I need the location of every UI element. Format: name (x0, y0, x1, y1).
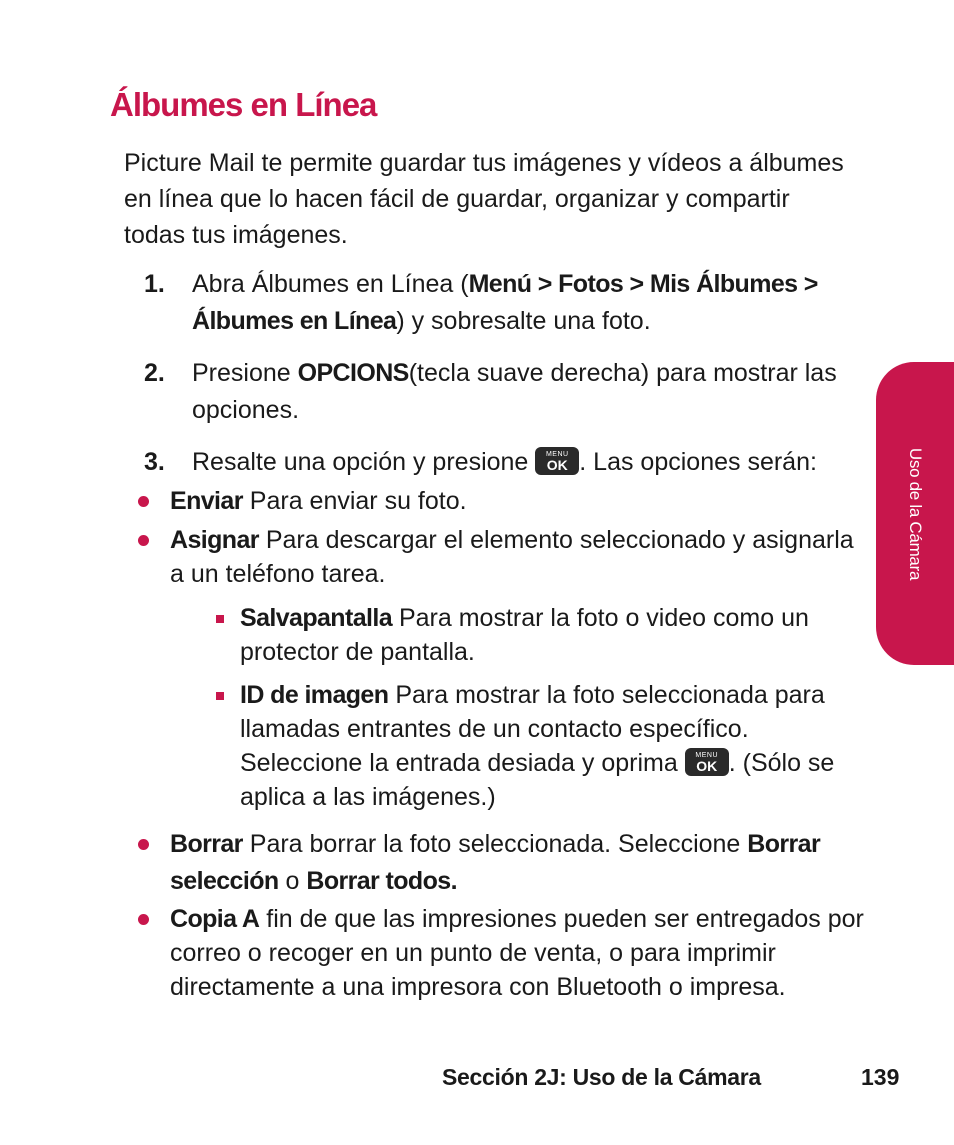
bullet-enviar: Enviar Para enviar su foto. (138, 484, 868, 518)
bullet-borrar: Borrar Para borrar la foto seleccionada. Seleccione Borrar selección o Borrar todos. (138, 826, 868, 900)
step-2 (144, 355, 844, 429)
footer-section-title: Sección 2J: Uso de la Cámara (442, 1064, 761, 1090)
step-text: Abra Álbumes en Línea (Menú > Fotos > Mis Álbumes > Álbumes en Línea) y sobresalte una foto. (192, 270, 818, 335)
step-3 (144, 444, 844, 481)
intro-paragraph: Picture Mail te permite guardar tus imágenes y vídeos a álbumes en línea que lo hacen fácil de guardar, organizar y compartir todas tus imágenes. (124, 149, 844, 249)
square-bullet-icon (216, 692, 224, 700)
square-bullet-icon (216, 615, 224, 623)
bullet-dot-icon (138, 496, 149, 507)
step-number: 2. (144, 359, 165, 387)
bullet-asignar: Asignar Para descargar el elemento seleccionado y asignarla a un teléfono tarea. (138, 523, 868, 591)
bullet-dot-icon (138, 914, 149, 925)
step-text: Resalte una opción y presione MENU OK . Las opciones serán: (192, 448, 817, 476)
menu-ok-key-icon: MENU OK (535, 447, 579, 475)
step-1 (144, 266, 844, 340)
page-number: 139 (861, 1064, 900, 1090)
subitem-id-imagen: ID de imagen Para mostrar la foto seleccionada para llamadas entrantes de un contacto específico. Seleccione la entrada desiada y oprima MENU OK . (Sólo se aplica a las imágenes.) (216, 678, 866, 814)
menu-path: Menú > Fotos > Mis Álbumes > Álbumes en Línea (192, 270, 818, 335)
step-number: 1. (144, 270, 165, 298)
page-title: Álbumes en Línea (110, 86, 377, 123)
side-tab-label: Uso de la Cámara (906, 447, 925, 580)
bullet-dot-icon (138, 535, 149, 546)
menu-ok-key-icon: MENU OK (685, 748, 729, 776)
step-text: Presione OPCIONS(tecla suave derecha) para mostrar las opciones. (192, 359, 837, 424)
softkey-label: OPCIONS (297, 359, 409, 387)
subitem-salvapantalla: Salvapantalla Para mostrar la foto o video como un protector de pantalla. (216, 601, 866, 669)
bullet-copia: Copia A fin de que las impresiones pueden ser entregados por correo o recoger en un punto de venta, o para imprimir directamente a una impresora con Bluetooth o impresa. (138, 902, 868, 1004)
side-section-tab (876, 362, 954, 665)
bullet-dot-icon (138, 839, 149, 850)
step-number: 3. (144, 448, 165, 476)
